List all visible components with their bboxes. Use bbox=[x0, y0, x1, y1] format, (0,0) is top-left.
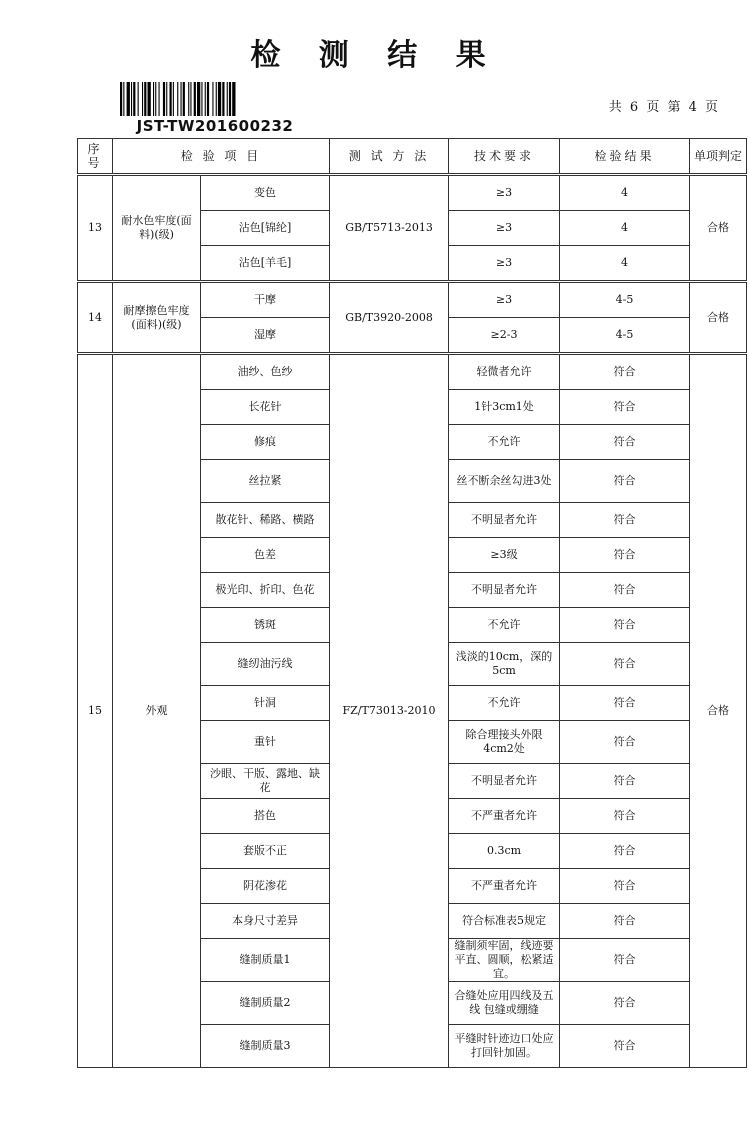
result: 符合 bbox=[560, 939, 690, 982]
requirement: ≥3 bbox=[449, 175, 560, 211]
test-item: 耐水色牢度(面料)(级) bbox=[113, 175, 201, 282]
test-subitem: 沾色[锦纶] bbox=[201, 211, 330, 246]
result: 符合 bbox=[560, 390, 690, 425]
test-subitem: 缝制质量2 bbox=[201, 982, 330, 1025]
results-table bbox=[77, 138, 747, 1068]
test-subitem: 丝拉紧 bbox=[201, 460, 330, 503]
requirement: ≥3 bbox=[449, 211, 560, 246]
barcode-bar bbox=[181, 82, 182, 116]
test-subitem: 搭色 bbox=[201, 799, 330, 834]
barcode-bar bbox=[153, 82, 154, 116]
page-indicator: 共 6 页 第 4 页 bbox=[608, 100, 720, 115]
row-number: 13 bbox=[78, 175, 113, 282]
result: 4 bbox=[560, 175, 690, 211]
result: 4 bbox=[560, 211, 690, 246]
test-method: GB/T5713-2013 bbox=[330, 175, 449, 282]
barcode-bar bbox=[166, 82, 167, 116]
barcode-bar bbox=[163, 82, 165, 116]
result: 符合 bbox=[560, 503, 690, 538]
requirement: 轻微者允许 bbox=[449, 354, 560, 390]
requirement: 不严重者允许 bbox=[449, 869, 560, 904]
result: 符合 bbox=[560, 834, 690, 869]
result: 符合 bbox=[560, 608, 690, 643]
table-row bbox=[78, 354, 747, 390]
requirement: 不明显者允许 bbox=[449, 573, 560, 608]
test-subitem: 阴花渗花 bbox=[201, 869, 330, 904]
result: 符合 bbox=[560, 721, 690, 764]
barcode-bar bbox=[197, 82, 200, 116]
barcode-bar bbox=[173, 82, 174, 116]
test-subitem: 散花针、稀路、横路 bbox=[201, 503, 330, 538]
requirement: 浅淡的10cm，深的5cm bbox=[449, 643, 560, 686]
barcode-bar bbox=[120, 82, 122, 116]
result: 符合 bbox=[560, 799, 690, 834]
test-subitem: 干摩 bbox=[201, 282, 330, 318]
barcode-bar bbox=[133, 82, 135, 116]
test-subitem: 湿摩 bbox=[201, 318, 330, 354]
table-row bbox=[78, 175, 747, 211]
test-group bbox=[78, 354, 747, 1068]
barcode-block bbox=[120, 82, 310, 135]
result: 4 bbox=[560, 246, 690, 282]
barcode-bar bbox=[201, 82, 202, 116]
result: 符合 bbox=[560, 643, 690, 686]
barcode-bar bbox=[227, 82, 228, 116]
barcode-bar bbox=[232, 82, 235, 116]
barcode-bar bbox=[155, 82, 156, 116]
barcode-bar bbox=[177, 82, 178, 116]
test-item: 外观 bbox=[113, 354, 201, 1068]
test-subitem: 缝制质量3 bbox=[201, 1025, 330, 1068]
requirement: 不允许 bbox=[449, 608, 560, 643]
barcode-bar bbox=[170, 82, 172, 116]
verdict: 合格 bbox=[690, 175, 747, 282]
header-no: 序号 bbox=[78, 139, 113, 175]
test-method: FZ/T73013-2010 bbox=[330, 354, 449, 1068]
test-subitem: 油纱、色纱 bbox=[201, 354, 330, 390]
barcode-bar bbox=[127, 82, 130, 116]
result: 符合 bbox=[560, 904, 690, 939]
requirement: 0.3cm bbox=[449, 834, 560, 869]
barcode-bar bbox=[205, 82, 206, 116]
barcode-bar bbox=[190, 82, 191, 116]
requirement: ≥3 bbox=[449, 282, 560, 318]
barcode-bar bbox=[144, 82, 146, 116]
row-number: 14 bbox=[78, 282, 113, 354]
row-number: 15 bbox=[78, 354, 113, 1068]
test-subitem: 缝制质量1 bbox=[201, 939, 330, 982]
requirement: 符合标准表5规定 bbox=[449, 904, 560, 939]
barcode-bar bbox=[188, 82, 189, 116]
test-subitem: 色差 bbox=[201, 538, 330, 573]
test-subitem: 修痕 bbox=[201, 425, 330, 460]
requirement: ≥2-3 bbox=[449, 318, 560, 354]
barcode-bar bbox=[159, 82, 160, 116]
table-header-row bbox=[78, 139, 747, 175]
requirement: 不明显者允许 bbox=[449, 503, 560, 538]
header-result: 检验结果 bbox=[560, 139, 690, 175]
result: 符合 bbox=[560, 982, 690, 1025]
barcode-bar bbox=[218, 82, 221, 116]
barcode-bar bbox=[229, 82, 231, 116]
verdict: 合格 bbox=[690, 354, 747, 1068]
test-subitem: 极光印、折印、色花 bbox=[201, 573, 330, 608]
test-subitem: 长花针 bbox=[201, 390, 330, 425]
verdict: 合格 bbox=[690, 282, 747, 354]
result: 符合 bbox=[560, 538, 690, 573]
test-group bbox=[78, 175, 747, 282]
barcode-bar bbox=[142, 82, 143, 116]
test-subitem: 本身尺寸差异 bbox=[201, 904, 330, 939]
requirement: 不允许 bbox=[449, 425, 560, 460]
test-subitem: 针洞 bbox=[201, 686, 330, 721]
barcode-bar bbox=[123, 82, 124, 116]
barcode-bar bbox=[138, 82, 139, 116]
barcode-bar bbox=[194, 82, 196, 116]
test-item: 耐摩擦色牢度(面料)(级) bbox=[113, 282, 201, 354]
requirement: ≥3级 bbox=[449, 538, 560, 573]
result: 4-5 bbox=[560, 318, 690, 354]
result: 符合 bbox=[560, 354, 690, 390]
barcode-bar bbox=[216, 82, 217, 116]
requirement: 除合理接头外限4cm2处 bbox=[449, 721, 560, 764]
barcode-bar bbox=[183, 82, 185, 116]
header-item: 检 验 项 目 bbox=[113, 139, 330, 175]
test-subitem: 变色 bbox=[201, 175, 330, 211]
header-verdict: 单项判定 bbox=[690, 139, 747, 175]
report-number: JST-TW201600232 bbox=[136, 117, 294, 135]
requirement: 不明显者允许 bbox=[449, 764, 560, 799]
table-row bbox=[78, 282, 747, 318]
requirement: 不允许 bbox=[449, 686, 560, 721]
requirement: 缝制须牢固，线迹要平直、圆顺，松紧适宜。 bbox=[449, 939, 560, 982]
barcode-bar bbox=[212, 82, 213, 116]
result: 符合 bbox=[560, 764, 690, 799]
requirement: 不严重者允许 bbox=[449, 799, 560, 834]
test-subitem: 缝纫油污线 bbox=[201, 643, 330, 686]
result: 符合 bbox=[560, 460, 690, 503]
test-method: GB/T3920-2008 bbox=[330, 282, 449, 354]
requirement: 平缝时针迹边口处应打回针加固。 bbox=[449, 1025, 560, 1068]
requirement: 合缝处应用四线及五线 包缝或绷缝 bbox=[449, 982, 560, 1025]
result: 符合 bbox=[560, 869, 690, 904]
result: 4-5 bbox=[560, 282, 690, 318]
requirement: 丝不断余丝勾进3处 bbox=[449, 460, 560, 503]
test-subitem: 锈斑 bbox=[201, 608, 330, 643]
barcode-icon bbox=[120, 82, 310, 116]
barcode-bar bbox=[222, 82, 224, 116]
test-subitem: 沙眼、干版、露地、缺花 bbox=[201, 764, 330, 799]
requirement: 1针3cm1处 bbox=[449, 390, 560, 425]
test-subitem: 沾色[羊毛] bbox=[201, 246, 330, 282]
result: 符合 bbox=[560, 1025, 690, 1068]
result: 符合 bbox=[560, 686, 690, 721]
document-title: 检 测 结 果 bbox=[250, 38, 500, 73]
result: 符合 bbox=[560, 573, 690, 608]
test-subitem: 套版不正 bbox=[201, 834, 330, 869]
header-requirement: 技术要求 bbox=[449, 139, 560, 175]
barcode-bar bbox=[131, 82, 132, 116]
header-method: 测 试 方 法 bbox=[330, 139, 449, 175]
barcode-bar bbox=[207, 82, 209, 116]
barcode-bar bbox=[148, 82, 151, 116]
test-subitem: 重针 bbox=[201, 721, 330, 764]
test-group bbox=[78, 282, 747, 354]
requirement: ≥3 bbox=[449, 246, 560, 282]
result: 符合 bbox=[560, 425, 690, 460]
